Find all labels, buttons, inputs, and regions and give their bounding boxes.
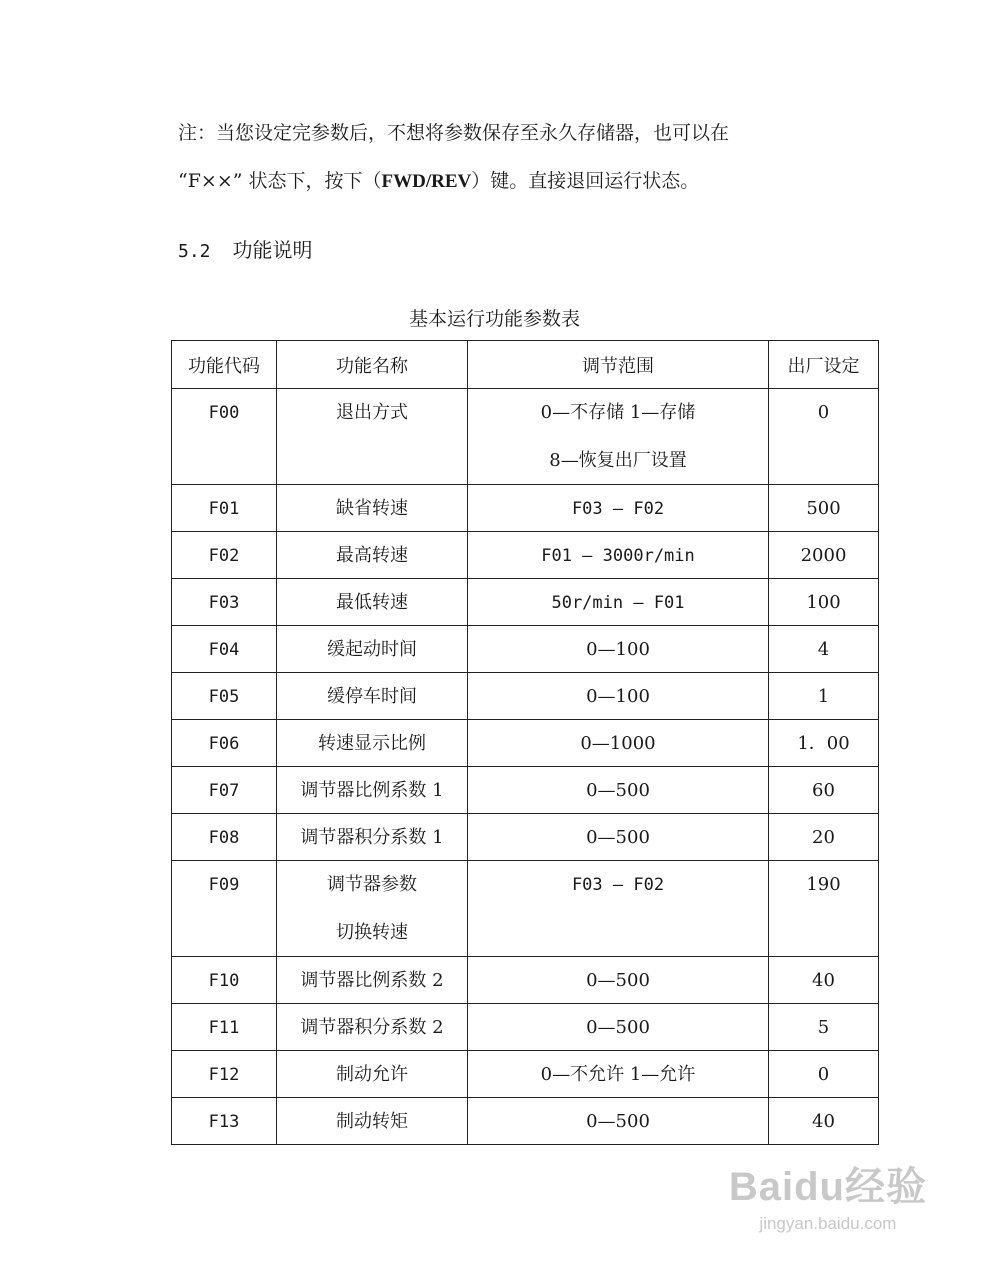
cell-code: F10 [172, 957, 277, 1004]
cell-default: 500 [769, 485, 879, 532]
header-code: 功能代码 [172, 341, 277, 389]
note-line-1: 注：当您设定完参数后，不想将参数保存至永久存储器，也可以在 [178, 122, 730, 144]
section-number: 5.2 [178, 241, 211, 262]
cell-code: F13 [172, 1098, 277, 1145]
cell-range: F01 — 3000r/min [468, 532, 769, 579]
cell-range: 0—500 [468, 1098, 769, 1145]
cell-default: 40 [769, 957, 879, 1004]
cell-name: 缺省转速 [277, 485, 468, 532]
table-row [172, 532, 879, 579]
note-state-text: “F××” [178, 170, 243, 192]
cell-name: 最低转速 [277, 579, 468, 626]
cell-name: 退出方式 [277, 389, 468, 485]
cell-range: 0—不允许 1—允许 [468, 1051, 769, 1098]
cell-code: F00 [172, 389, 277, 485]
cell-name: 缓起动时间 [277, 626, 468, 673]
cell-range: 0—100 [468, 673, 769, 720]
watermark-url: jingyan.baidu.com [759, 1214, 897, 1233]
cell-code: F07 [172, 767, 277, 814]
cell-code: F03 [172, 579, 277, 626]
header-name: 功能名称 [277, 341, 468, 389]
cell-range: 0—500 [468, 814, 769, 861]
cell-name-line2: 切换转速 [336, 922, 408, 943]
cell-default: 0 [769, 389, 879, 485]
header-range: 调节范围 [468, 341, 769, 389]
note-line-2 [178, 166, 699, 197]
cell-name: 最高转速 [277, 532, 468, 579]
cell-code: F02 [172, 532, 277, 579]
section-heading [178, 234, 313, 263]
watermark-logo: Baidu经验 [728, 1165, 927, 1209]
table-row [172, 957, 879, 1004]
cell-code: F05 [172, 673, 277, 720]
cell-name: 调节器积分系数 1 [277, 814, 468, 861]
cell-name: 转速显示比例 [277, 720, 468, 767]
cell-name: 缓停车时间 [277, 673, 468, 720]
table-row [172, 1098, 879, 1145]
cell-name: 调节器积分系数 2 [277, 1004, 468, 1051]
table-row [172, 389, 879, 485]
cell-default: 2000 [769, 532, 879, 579]
cell-range: 0—500 [468, 957, 769, 1004]
parameter-table [171, 340, 879, 1145]
table-header-row [172, 341, 879, 389]
note-text-c: ）键。直接退回运行状态。 [471, 170, 700, 192]
table-caption: 基本运行功能参数表 [408, 308, 580, 330]
cell-name [277, 861, 468, 957]
cell-code: F06 [172, 720, 277, 767]
table-row [172, 861, 879, 957]
table-row [172, 720, 879, 767]
cell-range-line1: 0—不存储 1—存储 [540, 402, 696, 423]
cell-range: 0—500 [468, 1004, 769, 1051]
cell-name: 制动转矩 [277, 1098, 468, 1145]
section-title: 功能说明 [232, 238, 313, 262]
cell-default: 1 [769, 673, 879, 720]
table-row [172, 626, 879, 673]
note-text-b: 状态下，按下（ [242, 170, 382, 192]
cell-code: F09 [172, 861, 277, 957]
cell-range: 0—100 [468, 626, 769, 673]
cell-code: F01 [172, 485, 277, 532]
cell-default: 40 [769, 1098, 879, 1145]
cell-range-line2: 8—恢复出厂设置 [549, 450, 687, 471]
header-default: 出厂设定 [769, 341, 879, 389]
cell-default: 0 [769, 1051, 879, 1098]
cell-range: 0—500 [468, 767, 769, 814]
cell-range: F03 — F02 [468, 485, 769, 532]
cell-code: F12 [172, 1051, 277, 1098]
cell-code: F11 [172, 1004, 277, 1051]
cell-name-line1: 调节器参数 [327, 874, 417, 895]
cell-default: 190 [769, 861, 879, 957]
cell-range: 0—1000 [468, 720, 769, 767]
cell-range: F03 — F02 [468, 861, 769, 957]
cell-range: 50r/min — F01 [468, 579, 769, 626]
cell-range [468, 389, 769, 485]
table-row [172, 767, 879, 814]
table-row [172, 579, 879, 626]
table-row [172, 814, 879, 861]
cell-name: 调节器比例系数 1 [277, 767, 468, 814]
cell-code: F04 [172, 626, 277, 673]
cell-default: 20 [769, 814, 879, 861]
cell-name: 制动允许 [277, 1051, 468, 1098]
cell-default: 1．00 [769, 720, 879, 767]
cell-default: 60 [769, 767, 879, 814]
baidu-jingyan-watermark [729, 1155, 927, 1234]
table-row [172, 673, 879, 720]
cell-code: F08 [172, 814, 277, 861]
table-row [172, 1004, 879, 1051]
table-row [172, 485, 879, 532]
cell-default: 5 [769, 1004, 879, 1051]
cell-default: 4 [769, 626, 879, 673]
table-row [172, 1051, 879, 1098]
cell-default: 100 [769, 579, 879, 626]
note-key-name: FWD/REV [381, 171, 472, 192]
cell-name: 调节器比例系数 2 [277, 957, 468, 1004]
